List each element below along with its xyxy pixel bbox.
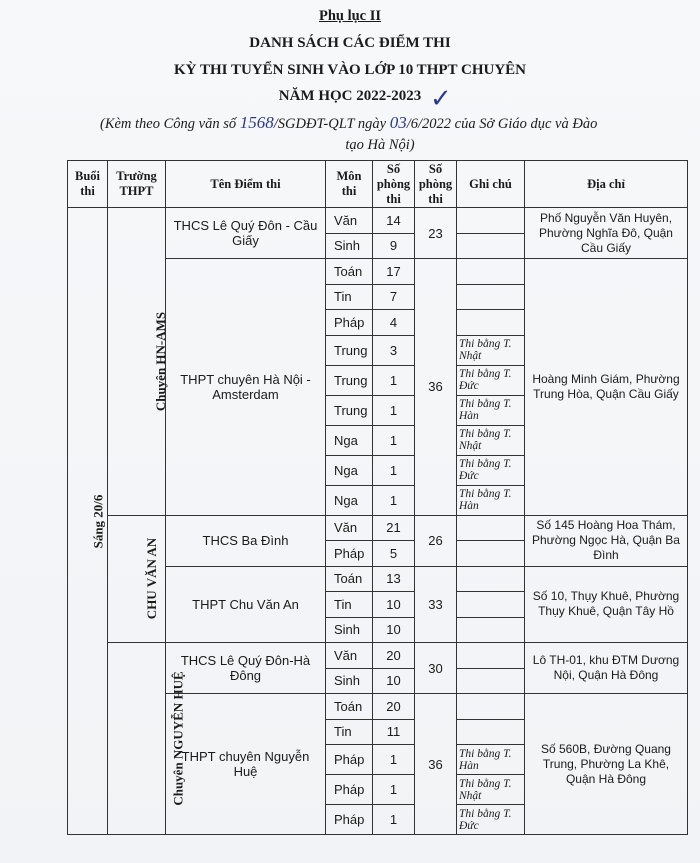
site-address: Hoàng Minh Giám, Phường Trung Hòa, Quận Cầu Giấy <box>525 259 688 516</box>
room-count: 14 <box>373 208 415 234</box>
room-count: 10 <box>373 668 415 694</box>
table-row <box>68 643 688 669</box>
subject: Tin <box>326 284 373 310</box>
site-address: Lô TH-01, khu ĐTM Dương Nội, Quận Hà Đông <box>525 643 688 694</box>
room-count: 5 <box>373 541 415 567</box>
note-cell: Thi bằng T. Nhật <box>457 335 525 365</box>
subject: Pháp <box>326 310 373 336</box>
doc-title: DANH SÁCH CÁC ĐIỂM THI <box>249 35 451 51</box>
school-cell <box>108 515 166 643</box>
school-cell <box>108 643 186 835</box>
room-count: 1 <box>373 775 415 805</box>
school-year: NĂM HỌC 2022-2023 <box>278 88 422 104</box>
subject: Sinh <box>326 668 373 694</box>
note-cell <box>457 592 525 618</box>
note-cell <box>457 694 525 720</box>
session-label: Sáng 20/6 <box>90 494 106 548</box>
school-label: CHU VĂN AN <box>144 538 160 620</box>
table-row <box>68 515 688 541</box>
col-header: Địa chỉ <box>525 161 688 208</box>
room-count: 10 <box>373 617 415 643</box>
room-count: 17 <box>373 259 415 285</box>
room-count: 7 <box>373 284 415 310</box>
total-rooms: 26 <box>415 515 457 566</box>
room-count: 1 <box>373 745 415 775</box>
col-header: Số phòng thi <box>373 161 415 208</box>
school-label: Chuyên NGUYỄN HUỆ <box>170 671 186 806</box>
subject: Tin <box>326 719 373 745</box>
subject: Nga <box>326 425 373 455</box>
note-cell: Thi bằng T. Hàn <box>457 395 525 425</box>
note-cell <box>457 541 525 567</box>
subject: Pháp <box>326 541 373 567</box>
note-text: /6/2022 của Sở Giáo dục và Đào <box>406 116 598 132</box>
school-cell <box>108 208 169 516</box>
site-name: THPT Chu Văn An <box>166 566 326 643</box>
exam-sites-table <box>67 160 688 835</box>
note-cell <box>457 617 525 643</box>
col-header: Ghi chú <box>457 161 525 208</box>
subject: Toán <box>326 566 373 592</box>
room-count: 1 <box>373 425 415 455</box>
total-rooms: 23 <box>415 208 457 259</box>
site-name: THPT chuyên Hà Nội - Amsterdam <box>166 259 326 516</box>
handwritten-number: 1568 <box>239 113 274 132</box>
note-cell <box>457 284 525 310</box>
room-count: 1 <box>373 485 415 515</box>
room-count: 3 <box>373 335 415 365</box>
col-header: Buổi thi <box>68 161 108 208</box>
reference-note <box>100 112 660 156</box>
room-count: 1 <box>373 395 415 425</box>
table-header-row <box>68 161 688 208</box>
note-cell: Thi bằng T. Đức <box>457 365 525 395</box>
subject: Toán <box>326 694 373 720</box>
room-count: 10 <box>373 592 415 618</box>
site-address: Số 560B, Đường Quang Trung, Phường La Khê, Quận Hà Đông <box>525 694 688 835</box>
subject: Sinh <box>326 617 373 643</box>
site-name: THPT chuyên Nguyễn Huệ <box>166 694 326 835</box>
note-cell: Thi bằng T. Đức <box>457 455 525 485</box>
room-count: 20 <box>373 643 415 669</box>
note-cell: Thi bằng T. Đức <box>457 805 525 835</box>
note-text: /SGDĐT-QLT ngày <box>273 116 390 132</box>
subject: Pháp <box>326 775 373 805</box>
room-count: 1 <box>373 805 415 835</box>
subject: Tin <box>326 592 373 618</box>
room-count: 1 <box>373 455 415 485</box>
subject: Văn <box>326 208 373 234</box>
subject: Pháp <box>326 805 373 835</box>
note-cell: Thi bằng T. Hàn <box>457 745 525 775</box>
room-count: 1 <box>373 365 415 395</box>
note-cell: Thi bằng T. Hàn <box>457 485 525 515</box>
appendix-label: Phụ lục II <box>318 8 382 24</box>
note-cell <box>457 259 525 285</box>
subject: Văn <box>326 515 373 541</box>
note-cell: Thi bằng T. Nhật <box>457 425 525 455</box>
subject: Trung <box>326 335 373 365</box>
site-address: Phố Nguyễn Văn Huyên, Phường Nghĩa Đô, Quận Cầu Giấy <box>525 208 688 259</box>
total-rooms: 33 <box>415 566 457 643</box>
room-count: 13 <box>373 566 415 592</box>
note-cell <box>457 643 525 669</box>
room-count: 21 <box>373 515 415 541</box>
col-header: Số phòng thi <box>415 161 457 208</box>
site-name: THCS Ba Đình <box>166 515 326 566</box>
note-cell <box>457 208 525 234</box>
session-cell <box>68 208 108 835</box>
room-count: 11 <box>373 719 415 745</box>
doc-subtitle: KỲ THI TUYỂN SINH VÀO LỚP 10 THPT CHUYÊN <box>173 62 527 78</box>
note-cell <box>457 515 525 541</box>
subject: Pháp <box>326 745 373 775</box>
col-header: Tên Điểm thi <box>166 161 326 208</box>
school-label: Chuyên HN-AMS <box>153 311 169 411</box>
subject: Toán <box>326 259 373 285</box>
note-cell <box>457 310 525 336</box>
subject: Trung <box>326 395 373 425</box>
site-name: THCS Lê Quý Đôn - Cầu Giấy <box>166 208 326 259</box>
room-count: 4 <box>373 310 415 336</box>
col-header: Môn thi <box>326 161 373 208</box>
note-cell <box>457 233 525 259</box>
subject: Văn <box>326 643 373 669</box>
note-text: (Kèm theo Công văn số <box>100 116 240 132</box>
note-text: tạo Hà Nội) <box>345 137 415 153</box>
note-cell <box>457 566 525 592</box>
subject: Sinh <box>326 233 373 259</box>
total-rooms: 36 <box>415 694 457 835</box>
handwritten-day: 03 <box>389 113 407 132</box>
note-cell <box>457 719 525 745</box>
room-count: 9 <box>373 233 415 259</box>
total-rooms: 36 <box>415 259 457 516</box>
handwritten-check-mark: ✓ <box>430 84 452 114</box>
note-cell <box>457 668 525 694</box>
subject: Trung <box>326 365 373 395</box>
site-name: THCS Lê Quý Đôn-Hà Đông <box>166 643 326 694</box>
table-row <box>68 208 688 234</box>
subject: Nga <box>326 485 373 515</box>
subject: Nga <box>326 455 373 485</box>
site-address: Số 10, Thụy Khuê, Phường Thụy Khuê, Quận Tây Hồ <box>525 566 688 643</box>
total-rooms: 30 <box>415 643 457 694</box>
col-header: Trường THPT <box>108 161 166 208</box>
note-cell: Thi bằng T. Nhật <box>457 775 525 805</box>
site-address: Số 145 Hoàng Hoa Thám, Phường Ngọc Hà, Quận Ba Đình <box>525 515 688 566</box>
room-count: 20 <box>373 694 415 720</box>
